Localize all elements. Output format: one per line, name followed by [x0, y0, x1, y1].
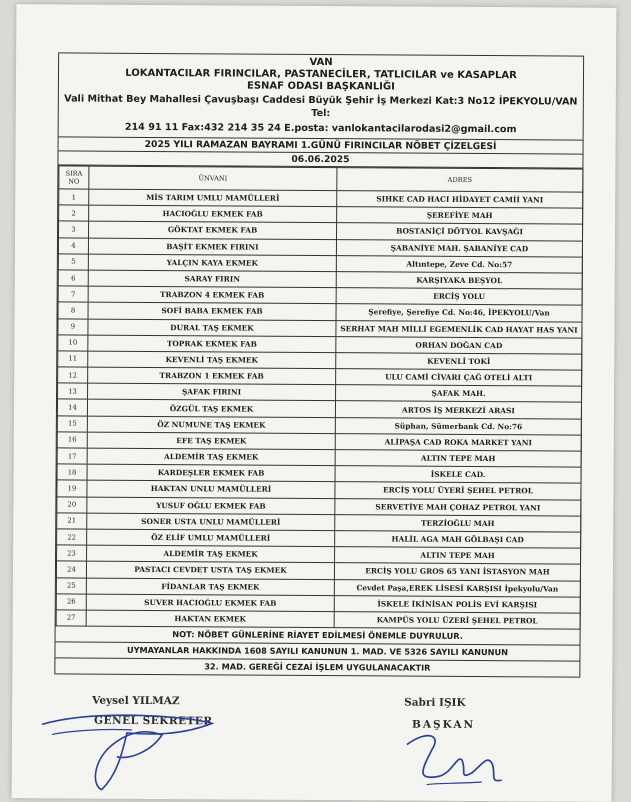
cell-name: SUVER HACIOĞLU EKMEK FAB: [86, 594, 334, 612]
cell-name: YUSUF OĞLU EKMEK FAB: [87, 497, 335, 515]
cell-address: Altıntepe, Zeve Cd. No:57: [336, 255, 582, 273]
right-signatory-title: BAŞKAN: [412, 718, 476, 731]
cell-address: SIHKE CAD HACI HİDAYET CAMİİ YANI: [337, 191, 583, 209]
cell-address: ULU CAMİ CİVARI ÇAĞ OTELİ ALTI: [336, 369, 582, 387]
cell-address: ARTOS İŞ MERKEZİ ARASI: [335, 401, 581, 419]
cell-name: KARDEŞLER EKMEK FAB: [87, 464, 335, 482]
cell-no: 21: [57, 513, 87, 529]
cell-address: ŞAFAK MAH.: [336, 385, 582, 403]
cell-no: 10: [58, 335, 88, 351]
cell-address: SERVETİYE MAH ÇOHAZ PETROL YANI: [335, 498, 581, 516]
cell-no: 11: [58, 351, 88, 367]
note-line-1: NOT: NÖBET GÜNLERİNE RİAYET EDİLMESİ ÖNEMLE DUYRULUR.: [172, 629, 463, 641]
col-header-no: SIRA NO: [59, 166, 89, 189]
cell-no: 7: [58, 286, 88, 302]
cell-no: 14: [57, 399, 87, 415]
cell-name: ALDEMİR TAŞ EKMEK: [87, 448, 335, 466]
table-header-row: [59, 166, 583, 192]
document-header: [59, 53, 584, 140]
right-signatory-name: Sabri IŞIK: [404, 696, 466, 709]
cell-no: 3: [59, 221, 89, 237]
org-line-1: LOKANTACILAR FIRINCILAR, PASTANECİLER, TATLICILAR ve KASAPLAR: [125, 67, 517, 82]
org-line-2: ESNAF ODASI BAŞKANLIĞI: [246, 80, 395, 93]
cell-no: 5: [58, 254, 88, 270]
col-header-name: ÜNVANI: [89, 166, 337, 191]
cell-address: İSKELE CAD.: [335, 466, 581, 484]
note-line-3: 32. MAD. GEREĞİ CEZAİ İŞLEM UYGULANACAKTIR: [55, 657, 579, 676]
cell-no: 26: [56, 594, 86, 610]
schedule-frame: [54, 52, 584, 677]
cell-address: ERCİŞ YOLU ÜYERİ ŞEHEL PETROL: [335, 482, 581, 500]
cell-name: GÖKTAT EKMEK FAB: [89, 221, 337, 239]
cell-no: 9: [58, 318, 88, 334]
cell-no: 27: [56, 610, 86, 626]
cell-name: KEVENLİ TAŞ EKMEK: [88, 351, 336, 369]
address-line-2: 214 91 11 Fax:432 214 35 24 E.posta: vanlokantacilarodasi2@gmail.com: [124, 121, 517, 136]
cell-address: KARŞIYAKA BEŞYOL: [336, 272, 582, 290]
left-signature-icon: [32, 704, 223, 797]
cell-name: PASTACI CEVDET USTA TAŞ EKMEK: [86, 561, 334, 579]
cell-name: ŞAFAK FIRINI: [88, 383, 336, 401]
cell-address: KEVENLİ TOKİ: [336, 353, 582, 371]
cell-name: ALDEMİR TAŞ EKMEK: [87, 545, 335, 563]
cell-address: BOSTANİÇİ DÖTYOL KAVŞAĞI: [337, 223, 583, 241]
cell-no: 25: [56, 577, 86, 593]
cell-name: ÖZ NUMUNE TAŞ EKMEK: [87, 416, 335, 434]
schedule-subtitle: 2025 YILI RAMAZAN BAYRAMI 1.GÜNÜ FIRINCILAR NÖBET ÇİZELGESİ: [59, 137, 583, 154]
cell-address: KAMPÜS YOLU ÜZERİ ŞEHEL PETROL: [334, 612, 580, 630]
cell-address: ŞABANİYE MAH. ŞABANİYE CAD: [336, 239, 582, 257]
cell-no: 20: [57, 496, 87, 512]
cell-name: HAKTAN EKMEK: [86, 610, 334, 628]
cell-name: DURAL TAŞ EKMEK: [88, 319, 336, 337]
right-signature-icon: [397, 725, 517, 796]
col-header-address: ADRES: [337, 168, 583, 193]
cell-no: 24: [56, 561, 86, 577]
cell-no: 18: [57, 464, 87, 480]
duty-table: [56, 165, 584, 629]
cell-no: 6: [58, 270, 88, 286]
cell-name: MİS TARIM UMLU MAMÜLLERİ: [89, 189, 337, 207]
cell-address: Süphan, Sümerbank Cd. No:76: [335, 417, 581, 435]
cell-address: Şerefiye, Şerefiye Cd. No:46, İPEKYOLU/Van: [336, 304, 582, 322]
cell-address: ERCİŞ YOLU: [336, 288, 582, 306]
cell-address: HALİL AGA MAH GÖLBAŞI CAD: [335, 531, 581, 549]
left-signatory-title: GENEL SEKRETER: [94, 714, 213, 728]
schedule-date: 06.06.2025: [58, 151, 582, 168]
cell-address: ALTIN TEPE MAH: [335, 547, 581, 565]
cell-no: 17: [57, 448, 87, 464]
cell-no: 22: [57, 529, 87, 545]
cell-name: SOFİ BABA EKMEK FAB: [88, 302, 336, 320]
cell-no: 2: [59, 205, 89, 221]
cell-name: FİDANLAR TAŞ EKMEK: [86, 578, 334, 596]
cell-address: ORHAN DOĞAN CAD: [336, 336, 582, 354]
cell-name: HACIOĞLU EKMEK FAB: [89, 205, 337, 223]
cell-address: İSKELE İKİNİSAN POLİS EVİ KARŞISI: [334, 595, 580, 613]
cell-name: TRABZON 1 EKMEK FAB: [88, 367, 336, 385]
cell-address: ŞEREFİYE MAH: [337, 207, 583, 225]
cell-no: 1: [59, 189, 89, 205]
left-signatory-name: Veysel YILMAZ: [92, 694, 180, 708]
cell-address: TERZİOĞLU MAH: [335, 514, 581, 532]
cell-name: HAKTAN UNLU MAMÜLLERİ: [87, 480, 335, 498]
city-title: VAN: [309, 56, 333, 69]
cell-address: ERCİŞ YOLU GROS 65 YANI İSTASYON MAH: [334, 563, 580, 581]
cell-name: BAŞİT EKMEK FIRINI: [88, 238, 336, 256]
cell-no: 8: [58, 302, 88, 318]
cell-name: ÖZ ELİF UMLU MAMÜLLERİ: [87, 529, 335, 547]
cell-name: SARAY FIRIN: [88, 270, 336, 288]
document-paper: [12, 4, 617, 802]
cell-address: Cevdet Paşa,EREK LİSESİ KARŞISI İpekyolu/Van: [334, 579, 580, 597]
cell-no: 4: [58, 237, 88, 253]
cell-no: 12: [58, 367, 88, 383]
cell-name: EFE TAŞ EKMEK: [87, 432, 335, 450]
cell-no: 23: [57, 545, 87, 561]
cell-name: YALÇIN KAYA EKMEK: [88, 254, 336, 272]
cell-name: TRABZON 4 EKMEK FAB: [88, 286, 336, 304]
cell-no: 16: [57, 432, 87, 448]
cell-name: TOPRAK EKMEK FAB: [88, 335, 336, 353]
cell-name: SONER USTA UNLU MAMÜLLERİ: [87, 513, 335, 531]
cell-name: ÖZGÜL TAŞ EKMEK: [87, 400, 335, 418]
cell-no: 13: [58, 383, 88, 399]
cell-no: 15: [57, 416, 87, 432]
cell-address: ALİPAŞA CAD ROKA MARKET YANI: [335, 433, 581, 451]
cell-address: ALTIN TEPE MAH: [335, 450, 581, 468]
address-line-1: Vali Mithat Bey Mahallesi Çavuşbaşı Caddesi Büyük Şehir İş Merkezi Kat:3 No12 İPEKYOLU/VAN Tel:: [64, 93, 578, 120]
note-line-2: UYMAYANLAR HAKKINDA 1608 SAYILI KANUNUN 1. MAD. VE 5326 SAYILI KANUNUN: [55, 641, 579, 660]
cell-no: 19: [57, 480, 87, 496]
cell-address: SERHAT MAH MİLLİ EGEMENLİK CAD HAYAT HAS YANI: [336, 320, 582, 338]
